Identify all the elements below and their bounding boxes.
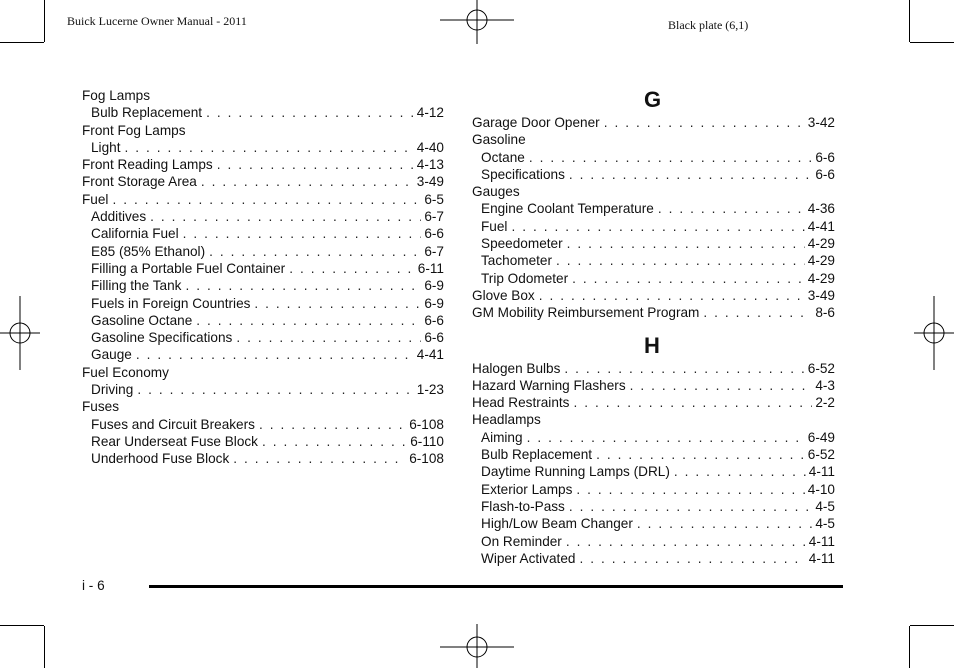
index-subentry [472,498,835,515]
dot-leader [206,104,414,121]
dot-leader [185,277,421,294]
page-reference: 1-23 [416,382,444,398]
crop-mark-top-left-vertical [44,0,45,42]
page-reference: 8-6 [815,305,835,321]
page-reference: 4-29 [807,253,835,269]
entry-label: Front Reading Lamps [82,157,213,173]
dot-leader [136,346,414,363]
page-reference: 6-9 [424,278,444,294]
index-entry [472,394,835,411]
index-column-left [82,87,444,468]
page-reference: 6-6 [424,312,444,328]
entry-label: High/Low Beam Changer [481,516,633,532]
page-reference: 4-29 [807,236,835,252]
page-reference: 4-40 [416,139,444,155]
dot-leader [658,200,805,217]
footer-rule [149,585,843,588]
page-reference: 4-11 [808,533,835,549]
entry-label: California Fuel [91,226,179,242]
index-heading: Front Fog Lamps [82,122,186,138]
entry-label: Trip Odometer [481,270,569,286]
index-heading: Gauges [472,184,520,200]
entry-label: E85 (85% Ethanol) [91,243,206,259]
dot-leader [150,208,421,225]
entry-label: Tachometer [481,253,553,269]
entry-label: Exterior Lamps [481,481,573,497]
index-subentry [82,139,444,156]
index-entry [472,377,835,394]
dot-leader [511,218,804,235]
dot-leader [201,173,414,190]
dot-leader [137,381,413,398]
index-entry [472,304,835,321]
entry-label: Hazard Warning Flashers [472,377,626,393]
crop-mark-top-right-horizontal [910,42,954,43]
dot-leader [567,235,805,252]
page-reference: 4-29 [807,270,835,286]
index-entry [472,360,835,377]
dot-leader [596,446,805,463]
page-reference: 4-13 [416,157,444,173]
entry-label: Filling a Portable Fuel Container [91,260,286,276]
index-subentry [472,481,835,498]
page-reference: 4-5 [815,516,835,532]
page-number: i - 6 [82,578,105,593]
page-reference: 4-36 [807,201,835,217]
index-entry [472,114,835,131]
crop-mark-bottom-right-horizontal [910,625,954,626]
page-reference: 6-11 [417,260,444,276]
dot-leader [556,252,805,269]
entry-label: Head Restraints [472,395,570,411]
index-subentry [472,515,835,532]
index-subentry [472,446,835,463]
index-subentry [82,295,444,312]
index-subentry [472,218,835,235]
dot-leader [564,360,804,377]
registration-mark-right-icon [914,296,954,370]
index-subentry [82,277,444,294]
dot-leader [579,550,805,567]
dot-leader [604,114,805,131]
page-reference: 6-110 [410,433,444,449]
page-reference: 6-6 [424,226,444,242]
page-reference: 4-10 [807,481,835,497]
index-entry [82,191,444,208]
dot-leader [637,515,812,532]
index-subentry [82,433,444,450]
entry-label: Gasoline Specifications [91,330,233,346]
page-reference: 6-108 [409,451,444,467]
index-subentry [82,225,444,242]
page-reference: 3-49 [416,174,444,190]
entry-label: Underhood Fuse Block [91,451,230,467]
entry-label: Daytime Running Lamps (DRL) [481,464,670,480]
dot-leader [674,463,806,480]
page-reference: 3-42 [807,115,835,130]
dot-leader [630,377,813,394]
index-heading: Fog Lamps [82,88,151,103]
entry-label: Speedometer [481,236,563,252]
page-reference: 4-3 [815,377,835,393]
index-subentry [472,235,835,252]
entry-label: On Reminder [481,533,562,549]
crop-mark-bottom-right-vertical [909,626,910,668]
entry-label: Wiper Activated [481,550,576,566]
dot-leader [527,429,805,446]
entry-label: Fuel [82,191,109,207]
page-reference: 6-7 [424,243,444,259]
dot-leader [183,225,422,242]
dot-leader [254,295,421,312]
page-reference: 6-6 [424,330,444,346]
index-subentry [472,270,835,287]
page-reference: 4-41 [807,218,835,234]
index-heading: Fuel Economy [82,364,169,380]
registration-mark-top-icon [440,0,514,44]
entry-label: Filling the Tank [91,278,182,294]
index-subentry [82,208,444,225]
entry-label: Gauge [91,347,132,363]
registration-mark-left-icon [0,296,40,370]
entry-label: Additives [91,209,147,225]
index-subentry [472,429,835,446]
dot-leader [236,329,421,346]
registration-mark-bottom-icon [440,624,514,668]
page-reference: 6-108 [409,416,444,432]
index-subentry [82,312,444,329]
dot-leader [576,481,804,498]
dot-leader [529,149,813,166]
index-subentry [82,346,444,363]
dot-leader [569,498,812,515]
dot-leader [233,450,406,467]
index-subentry [82,243,444,260]
dot-leader [124,139,413,156]
page-reference: 3-49 [807,287,835,303]
page-reference: 6-6 [815,166,835,182]
dot-leader [539,287,805,304]
section-letter: H [644,332,660,358]
index-entry [82,156,444,173]
entry-label: Flash-to-Pass [481,498,565,514]
entry-label: Rear Underseat Fuse Block [91,433,258,449]
index-heading: Gasoline [472,132,526,148]
page-reference: 6-9 [424,295,444,311]
index-heading: Headlamps [472,412,541,428]
page-reference: 4-12 [416,105,444,121]
index-subentry [82,329,444,346]
crop-mark-top-left-horizontal [0,42,44,43]
index-heading: Fuses [82,399,120,415]
index-subentry [82,104,444,121]
entry-label: GM Mobility Reimbursement Program [472,305,700,321]
dot-leader [259,416,406,433]
index-entry [82,173,444,190]
entry-label: Fuels in Foreign Countries [91,295,251,311]
index-subentry [472,149,835,166]
dot-leader [703,304,812,321]
dot-leader [289,260,415,277]
crop-mark-bottom-left-horizontal [0,625,44,626]
section-letter: G [644,87,662,112]
index-subentry [82,416,444,433]
index-subentry [82,260,444,277]
index-subentry [472,252,835,269]
entry-label: Glove Box [472,287,535,303]
page-reference: 4-11 [808,550,835,566]
index-subentry [82,381,444,398]
entry-label: Engine Coolant Temperature [481,201,654,217]
section-gap [472,322,835,332]
entry-label: Bulb Replacement [91,105,203,121]
entry-label: Specifications [481,166,565,182]
entry-label: Gasoline Octane [91,312,193,328]
dot-leader [569,166,812,183]
dot-leader [217,156,414,173]
page-reference: 4-5 [815,498,835,514]
dot-leader [573,394,812,411]
page-reference: 2-2 [815,395,835,411]
running-header-title: Buick Lucerne Owner Manual - 2011 [67,14,247,28]
index-subentry [82,450,444,467]
dot-leader [112,191,421,208]
page-reference: 6-52 [807,447,835,463]
index-subentry [472,200,835,217]
page-reference: 6-7 [424,209,444,225]
entry-label: Halogen Bulbs [472,360,561,376]
page-reference: 6-52 [807,360,835,376]
index-subentry [472,550,835,567]
index-subentry [472,533,835,550]
crop-mark-bottom-left-vertical [44,626,45,668]
plate-label: Black plate (6,1) [668,18,749,32]
page-reference: 4-41 [416,347,444,363]
dot-leader [196,312,421,329]
entry-label: Fuel [481,218,508,234]
index-entry [472,287,835,304]
entry-label: Light [91,139,121,155]
entry-label: Garage Door Opener [472,115,600,130]
entry-label: Aiming [481,429,523,445]
index-subentry [472,166,835,183]
entry-label: Octane [481,149,525,165]
entry-label: Driving [91,382,134,398]
page-reference: 6-5 [424,191,444,207]
dot-leader [566,533,806,550]
dot-leader [209,243,421,260]
dot-leader [262,433,407,450]
crop-mark-top-right-vertical [909,0,910,42]
dot-leader [572,270,805,287]
index-subentry [472,463,835,480]
index-column-right [472,86,835,567]
entry-label: Front Storage Area [82,174,197,190]
entry-label: Fuses and Circuit Breakers [91,416,255,432]
page-reference: 6-6 [815,149,835,165]
page-reference: 6-49 [807,429,835,445]
page-reference: 4-11 [808,464,835,480]
entry-label: Bulb Replacement [481,447,593,463]
